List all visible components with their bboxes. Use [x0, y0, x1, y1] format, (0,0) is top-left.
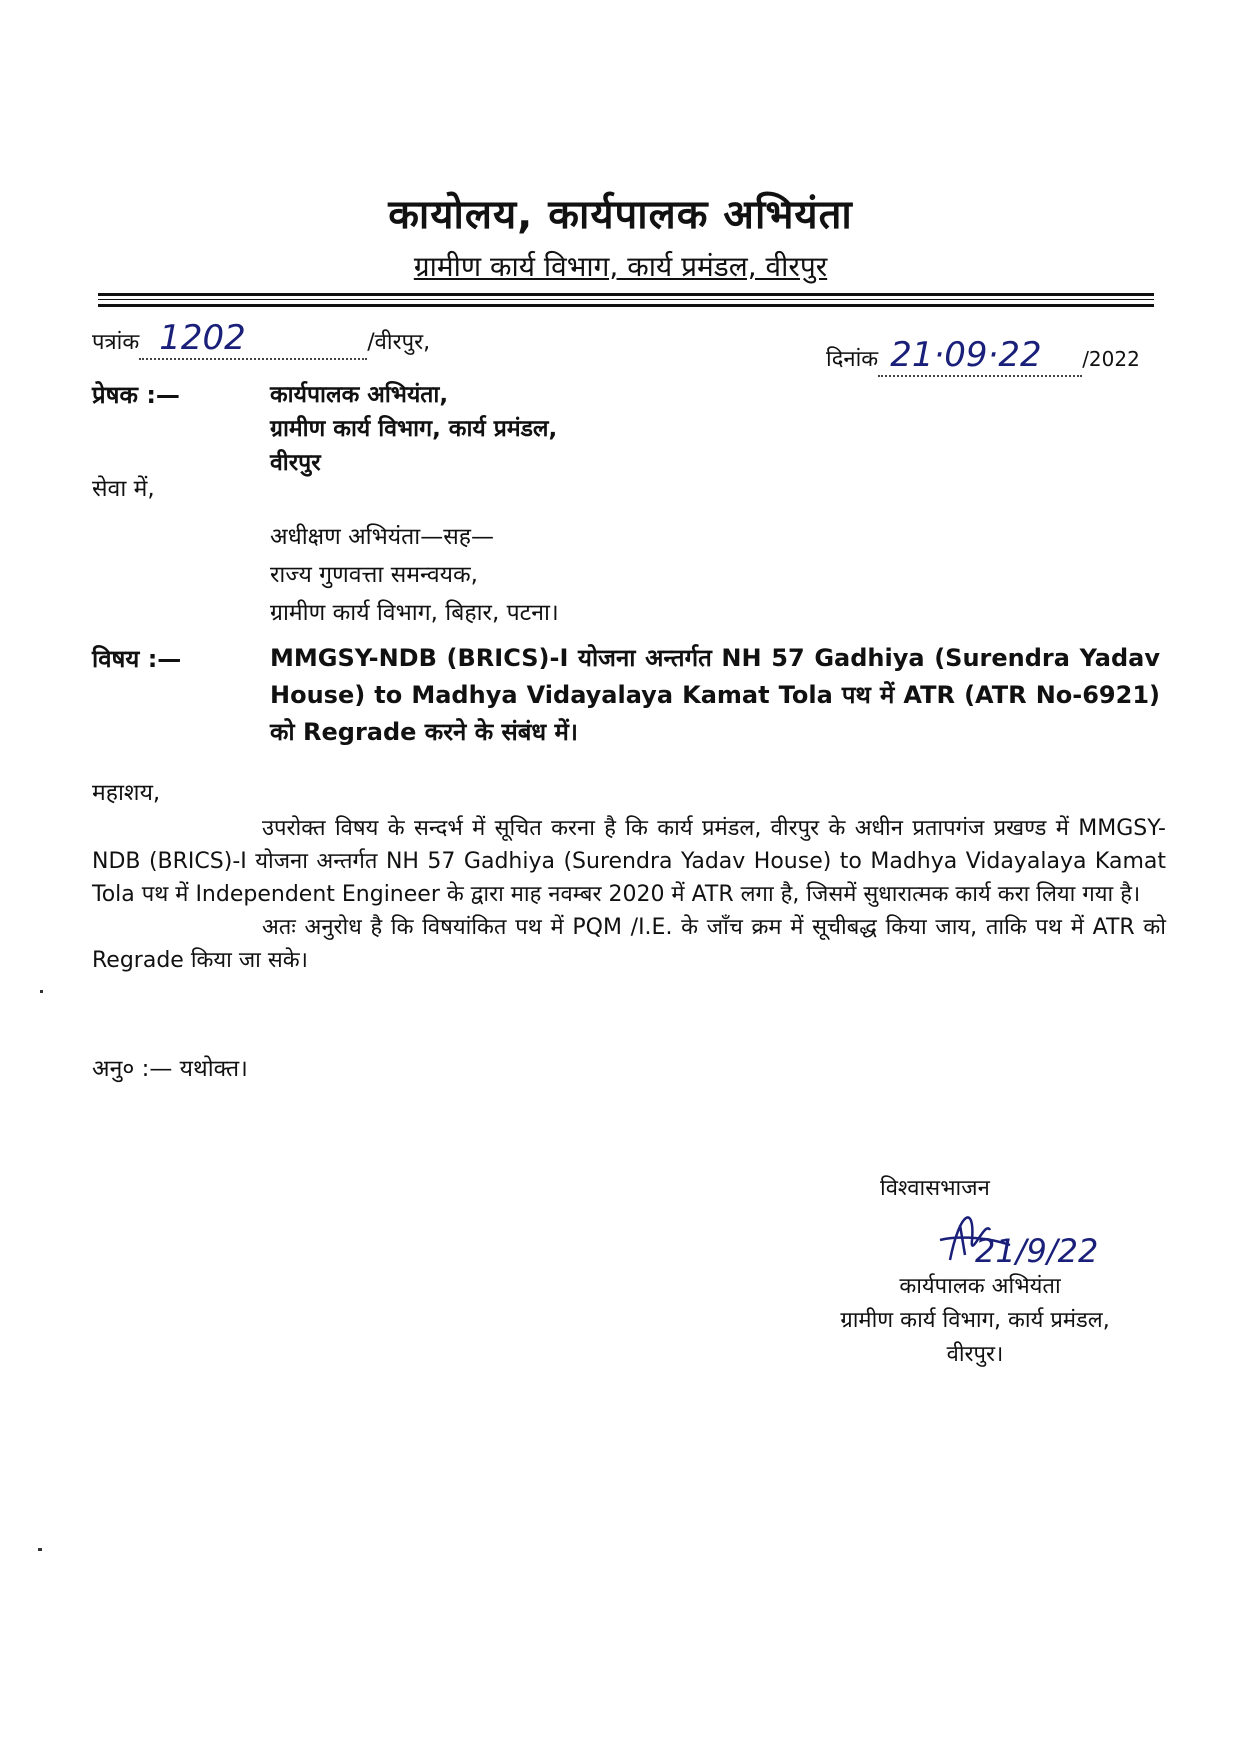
header-rule-bottom: [98, 304, 1154, 307]
enclosure-note: अनु० :— यथोक्त।: [92, 1056, 248, 1082]
reference-number: 1202: [159, 318, 246, 358]
letter-body: [92, 812, 1166, 977]
date-year: /2022: [1082, 347, 1140, 371]
header-rule-middle: [98, 299, 1154, 300]
reference-date-line: [826, 335, 1140, 377]
body-paragraph-1: उपरोक्त विषय के सन्दर्भ में सूचित करना है कि कार्य प्रमंडल, वीरपुर के अधीन प्रतापगंज प्रखण्ड में MMGSY-NDB (BRICS)-I योजना अन्तर्गत NH 57 Gadhiya (Surendra Yadav House) to Madhya Vidayalaya Kamat Tola पथ में Independent Engineer के द्वारा माह नवम्बर 2020 में ATR लगा है, जिसमें सुधारात्मक कार्य करा लिया गया है।: [92, 816, 1166, 907]
letterhead-title: कायोलय, कार्यपालक अभियंता: [388, 192, 853, 238]
date-field: [878, 335, 1082, 377]
sender-line: वीरपुर: [270, 450, 321, 476]
reference-number-line: [92, 318, 430, 360]
closing: विश्वासभाजन: [880, 1176, 990, 1201]
signature-date: 21/9/22: [975, 1232, 1099, 1270]
recipient-block: [270, 518, 559, 632]
recipient-label: सेवा में,: [92, 476, 155, 502]
signature-designation: [790, 1270, 1160, 1372]
recipient-line: राज्य गुणवत्ता समन्वयक,: [270, 562, 478, 588]
date-value: 21·09·22: [890, 335, 1042, 375]
subject-text: MMGSY-NDB (BRICS)-I योजना अन्तर्गत NH 57 Gadhiya (Surendra Yadav House) to Madhya Vidayalaya Kamat Tola पथ में ATR (ATR No-6921) को Regrade करने के संबंध में।: [270, 644, 1160, 746]
subject-label: विषय :—: [92, 645, 182, 673]
reference-number-field: [139, 318, 367, 360]
scan-speck: [40, 990, 43, 993]
date-label: दिनांक: [826, 347, 879, 372]
signature-line: कार्यपालक अभियंता: [899, 1274, 1061, 1299]
salutation: महाशय,: [92, 780, 161, 806]
reference-label: पत्रांक: [92, 330, 140, 355]
body-paragraph-2: अतः अनुरोध है कि विषयांकित पथ में PQM /I.E. के जाँच क्रम में सूचीबद्ध किया जाय, ताकि पथ में ATR को Regrade किया जा सके।: [92, 915, 1166, 973]
signature-line: वीरपुर।: [946, 1342, 1004, 1367]
letterhead-subtitle: ग्रामीण कार्य विभाग, कार्य प्रमंडल, वीरपुर: [413, 250, 828, 283]
recipient-line: अधीक्षण अभियंता—सह—: [270, 524, 494, 550]
sender-label: प्रेषक :—: [92, 381, 180, 409]
header-rule-top: [98, 293, 1154, 296]
recipient-line: ग्रामीण कार्य विभाग, बिहार, पटना।: [270, 600, 559, 626]
sender-line: कार्यपालक अभियंता,: [270, 382, 449, 408]
sender-line: ग्रामीण कार्य विभाग, कार्य प्रमंडल,: [270, 416, 558, 442]
scan-speck: [38, 1548, 42, 1551]
sender-block: [270, 378, 557, 480]
signature-line: ग्रामीण कार्य विभाग, कार्य प्रमंडल,: [840, 1308, 1110, 1333]
reference-place: /वीरपुर,: [367, 330, 431, 355]
